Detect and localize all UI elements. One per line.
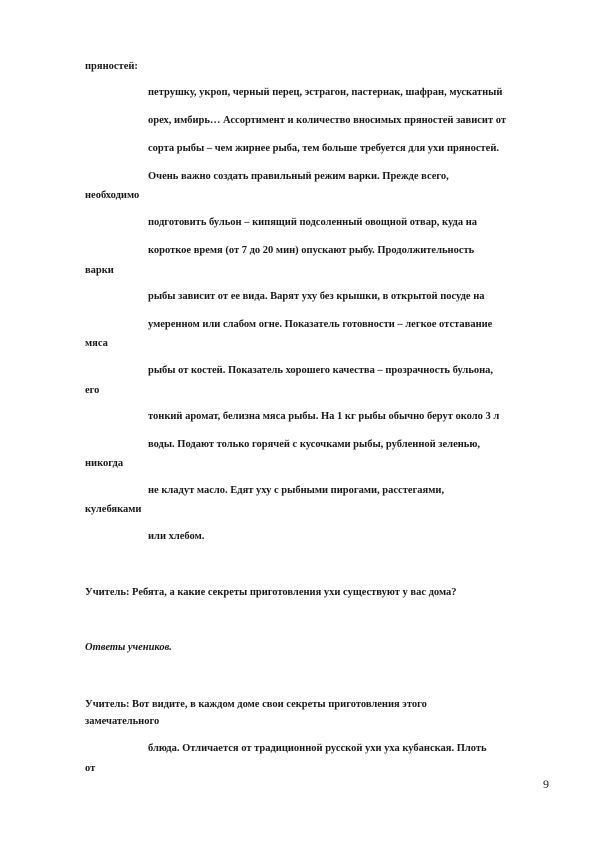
text-line: кулебяками: [85, 504, 142, 515]
text-line: петрушку, укроп, черный перец, эстрагон, пастернак, шафран, мускатный: [148, 87, 503, 98]
text-line: умеренном или слабом огне. Показатель готовности – легкое отставание: [148, 319, 493, 330]
text-line: рыбы зависит от ее вида. Варят уху без крышки, в открытой посуде на: [148, 291, 485, 302]
text-line: необходимо: [85, 190, 140, 201]
text-line: короткое время (от 7 до 20 мин) опускают рыбу. Продолжительность: [148, 245, 475, 256]
text-line: Очень важно создать правильный режим варки. Прежде всего,: [148, 171, 449, 182]
teacher-remark: Учитель: Вот видите, в каждом доме свои секреты приготовления этого: [85, 699, 427, 710]
page-number: 9: [543, 777, 549, 791]
text-line: не кладут масло. Едят уху с рыбными пирогами, расстегаями,: [148, 485, 445, 496]
text-line: мяса: [85, 338, 108, 349]
text-line: тонкий аромат, белизна мяса рыбы. На 1 кг рыбы обычно берут около 3 л: [148, 411, 500, 422]
students-answers-heading: Ответы учеников.: [85, 642, 172, 653]
text-line: блюда. Отличается от традиционной русской ухи уха кубанская. Плоть: [148, 743, 487, 754]
text-line: подготовить бульон – кипящий подсоленный овощной отвар, куда на: [148, 217, 478, 228]
text-line: орех, имбирь… Ассортимент и количество вносимых пряностей зависит от: [148, 115, 507, 126]
text-line: его: [85, 385, 100, 396]
text-line: сорта рыбы – чем жирнее рыба, тем больше требуется для ухи пряностей.: [148, 143, 499, 154]
text-line: пряностей:: [85, 61, 138, 72]
text-line: никогда: [85, 458, 124, 469]
text-line: или хлебом.: [148, 531, 205, 542]
text-line: варки: [85, 265, 114, 276]
text-line: рыбы от костей. Показатель хорошего качества – прозрачность бульона,: [148, 365, 494, 376]
teacher-question: Учитель: Ребята, а какие секреты приготовления ухи существуют у вас дома?: [85, 587, 457, 598]
text-line: замечательного: [85, 716, 160, 727]
text-line: от: [85, 763, 96, 774]
text-line: воды. Подают только горячей с кусочками рыбы, рубленной зеленью,: [148, 439, 480, 450]
